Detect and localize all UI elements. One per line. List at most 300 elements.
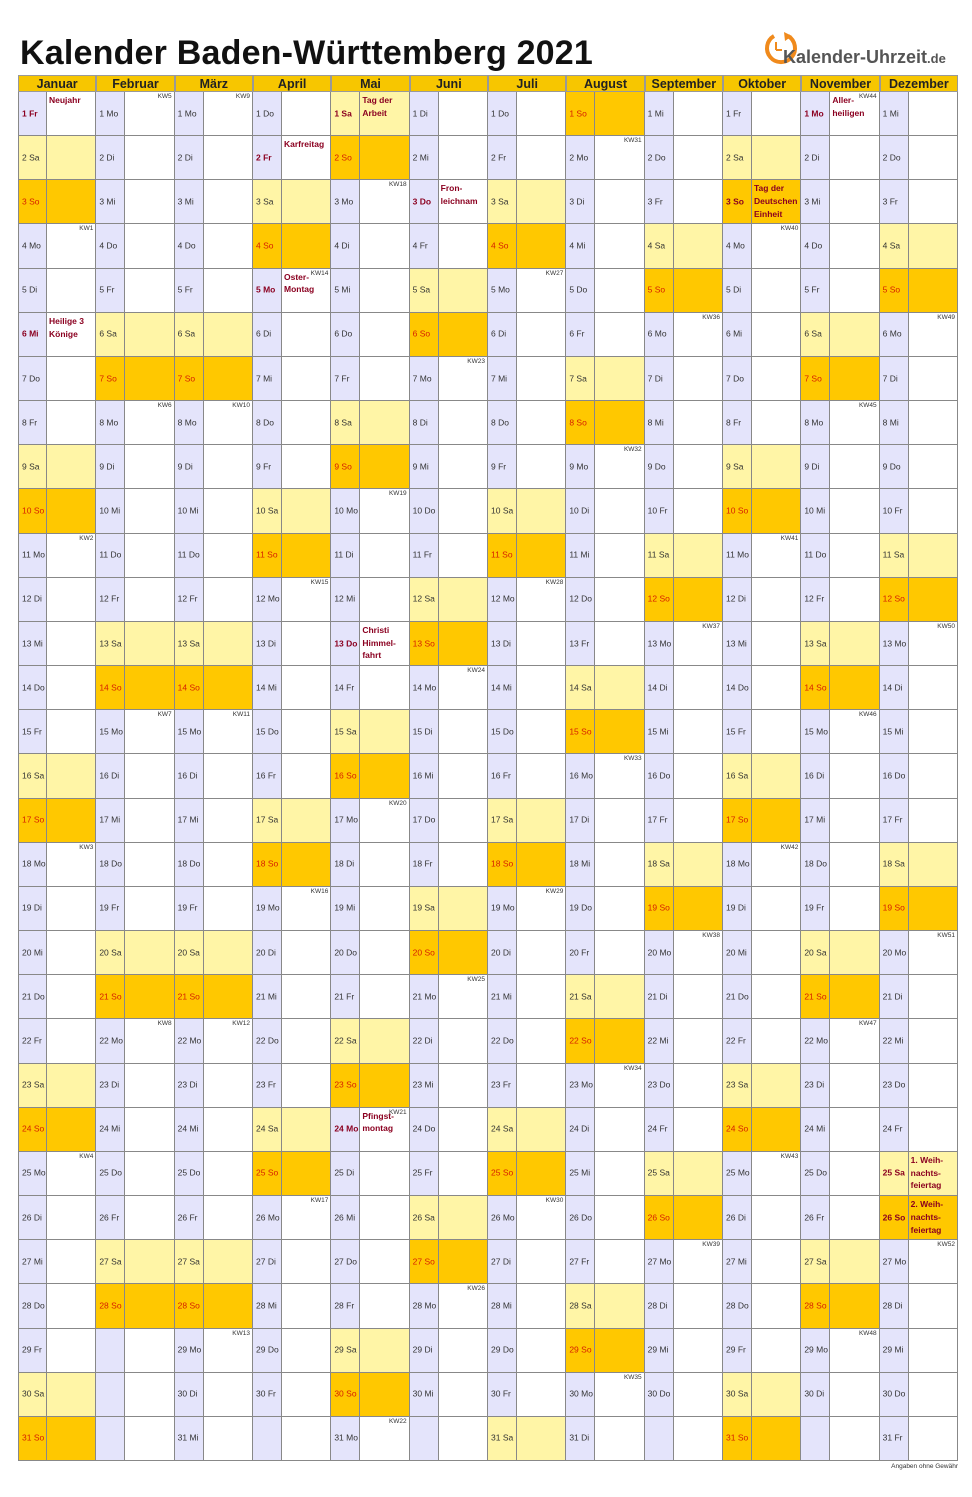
day-cell — [723, 622, 752, 666]
day-cell — [645, 1108, 674, 1152]
week-number: KW38 — [702, 932, 720, 940]
day-note-cell — [47, 401, 96, 445]
day-label: 26 Mo — [256, 1211, 280, 1222]
month-header: Oktober — [723, 75, 801, 92]
day-note-cell — [204, 1373, 253, 1417]
day-note-cell — [282, 754, 331, 798]
day-cell — [723, 1417, 752, 1461]
day-cell — [566, 1417, 595, 1461]
day-note-cell — [595, 401, 644, 445]
day-label: 30 Sa — [726, 1388, 749, 1399]
day-cell — [801, 357, 830, 401]
day-cell — [96, 136, 125, 180]
day-label: 11 Sa — [882, 549, 905, 560]
day-label: 12 So — [647, 593, 670, 604]
day-label: 10 Fr — [647, 505, 668, 516]
day-label: 4 Mo — [726, 240, 745, 251]
day-note-cell — [47, 1284, 96, 1328]
day-cell — [488, 622, 517, 666]
day-cell — [253, 578, 282, 622]
day-label: 16 Sa — [726, 770, 749, 781]
empty-day-cell — [125, 1329, 174, 1373]
day-cell — [331, 843, 360, 887]
day-note-cell — [752, 534, 801, 578]
day-label: 5 Mo — [491, 284, 510, 295]
day-note-cell — [360, 180, 409, 224]
week-number: KW37 — [702, 622, 720, 630]
day-label: 5 Di — [726, 284, 742, 295]
day-label: 23 Do — [647, 1079, 671, 1090]
day-note-cell — [830, 1064, 879, 1108]
day-note-cell — [125, 224, 174, 268]
day-label: 11 Mo — [22, 549, 45, 560]
day-label: 25 Sa — [882, 1167, 905, 1178]
day-label: 23 Mi — [412, 1079, 434, 1090]
day-label: 24 So — [726, 1123, 749, 1134]
day-cell — [723, 710, 752, 754]
week-number: KW33 — [623, 755, 642, 763]
day-note-cell — [909, 622, 958, 666]
day-note-cell — [595, 224, 644, 268]
day-note-cell — [360, 1329, 409, 1373]
day-label: 2 Sa — [22, 152, 40, 163]
day-cell — [253, 401, 282, 445]
day-cell — [801, 136, 830, 180]
day-label: 3 Fr — [647, 196, 663, 207]
empty-day-cell — [439, 1417, 488, 1461]
day-label: 2 Mo — [569, 152, 589, 163]
day-note-cell — [125, 401, 174, 445]
day-label: 7 Di — [882, 372, 898, 383]
day-note-cell — [752, 180, 801, 224]
day-label: 12 Mo — [491, 593, 515, 604]
day-label: 12 Di — [726, 593, 746, 604]
empty-day-cell — [96, 1329, 125, 1373]
day-note-cell — [204, 666, 253, 710]
day-label: 13 Mi — [726, 637, 747, 648]
day-note-cell — [830, 445, 879, 489]
week-number: KW51 — [937, 932, 955, 940]
day-label: 16 Di — [177, 770, 198, 781]
day-label: 12 Mo — [256, 593, 280, 604]
day-cell — [410, 401, 439, 445]
day-cell — [488, 489, 517, 533]
day-cell — [253, 489, 282, 533]
day-cell — [566, 534, 595, 578]
day-note-cell — [674, 136, 723, 180]
day-cell — [723, 357, 752, 401]
day-label: 16 Di — [804, 770, 825, 781]
day-label: 16 Sa — [22, 770, 45, 781]
day-label: 2 Di — [99, 152, 115, 163]
day-cell — [880, 578, 909, 622]
day-label: 30 Di — [177, 1388, 198, 1399]
day-label: 21 Do — [22, 991, 45, 1002]
day-note-cell — [830, 1329, 879, 1373]
day-label: 6 Mi — [22, 328, 39, 339]
day-cell — [18, 887, 47, 931]
day-cell — [18, 534, 47, 578]
day-label: 21 Mi — [491, 991, 512, 1002]
day-label: 18 Do — [177, 858, 201, 869]
day-cell — [331, 666, 360, 710]
day-cell — [410, 1108, 439, 1152]
day-label: 18 Mo — [22, 858, 46, 869]
day-cell — [645, 1329, 674, 1373]
day-label: 22 Fr — [726, 1035, 746, 1046]
day-label: 6 So — [412, 328, 431, 339]
day-label: 25 Sa — [647, 1167, 670, 1178]
day-cell — [488, 799, 517, 843]
day-note-cell — [595, 975, 644, 1019]
day-cell — [331, 1064, 360, 1108]
day-label: 16 Di — [99, 770, 120, 781]
day-label: 11 Do — [804, 549, 827, 560]
day-label: 25 Mo — [22, 1167, 46, 1178]
day-cell — [566, 1152, 595, 1196]
day-cell — [410, 1196, 439, 1240]
day-label: 4 Fr — [412, 240, 428, 251]
day-note-cell — [47, 534, 96, 578]
day-cell — [253, 1019, 282, 1063]
day-label: 19 Di — [22, 902, 42, 913]
day-cell — [175, 666, 204, 710]
day-cell — [175, 754, 204, 798]
day-note-cell — [830, 1284, 879, 1328]
day-note-cell — [517, 180, 566, 224]
day-note-cell — [360, 357, 409, 401]
day-cell — [801, 534, 830, 578]
day-label: 27 Mo — [647, 1256, 672, 1267]
day-note-cell — [674, 401, 723, 445]
week-number: KW49 — [937, 313, 955, 321]
day-label: 21 Do — [726, 991, 749, 1002]
day-cell — [488, 1417, 517, 1461]
day-label: 2 Do — [647, 152, 666, 163]
day-note-cell — [595, 357, 644, 401]
day-label: 13 Do — [334, 637, 358, 648]
day-label: 19 Do — [569, 902, 593, 913]
day-note-cell — [282, 534, 331, 578]
day-note-cell — [517, 975, 566, 1019]
day-cell — [880, 534, 909, 578]
day-cell — [723, 666, 752, 710]
day-note-cell — [674, 578, 723, 622]
week-number: KW52 — [937, 1241, 955, 1249]
day-note-cell — [674, 666, 723, 710]
day-note-cell — [752, 799, 801, 843]
week-number: KW29 — [545, 887, 564, 895]
day-label: 17 Fr — [882, 814, 903, 825]
day-cell — [410, 489, 439, 533]
day-cell — [96, 1240, 125, 1284]
day-note-cell — [674, 1329, 723, 1373]
day-label: 12 So — [882, 593, 905, 604]
day-cell — [96, 92, 125, 136]
day-label: 5 Sa — [412, 284, 431, 295]
day-note-cell — [360, 269, 409, 313]
day-note-cell — [909, 887, 958, 931]
day-label: 14 Di — [882, 682, 903, 692]
day-note-cell — [439, 799, 488, 843]
day-cell — [488, 136, 517, 180]
week-number: KW35 — [623, 1373, 642, 1381]
day-note-cell — [439, 313, 488, 357]
day-note-cell — [752, 313, 801, 357]
day-note-cell — [282, 1019, 331, 1063]
day-cell — [566, 180, 595, 224]
month-header: Februar — [96, 75, 174, 92]
day-cell — [410, 710, 439, 754]
day-note-cell — [125, 710, 174, 754]
day-note-cell — [47, 1019, 96, 1063]
day-note-cell — [439, 622, 488, 666]
day-note-cell — [909, 313, 958, 357]
day-cell — [18, 1196, 47, 1240]
day-note-cell — [204, 1152, 253, 1196]
day-cell — [488, 975, 517, 1019]
day-cell — [645, 401, 674, 445]
day-label: 30 Di — [804, 1388, 825, 1399]
day-note-cell — [595, 1108, 644, 1152]
day-cell — [410, 1152, 439, 1196]
day-note-cell — [360, 843, 409, 887]
day-cell — [253, 843, 282, 887]
day-label: 21 Di — [647, 991, 668, 1002]
day-note-cell — [47, 136, 96, 180]
day-cell — [880, 136, 909, 180]
week-number: KW15 — [310, 578, 329, 586]
day-cell — [253, 224, 282, 268]
day-cell — [723, 401, 752, 445]
day-note-cell — [204, 534, 253, 578]
day-cell — [96, 666, 125, 710]
day-note-cell — [204, 975, 253, 1019]
day-note-cell — [752, 1108, 801, 1152]
day-note-cell — [47, 754, 96, 798]
day-cell — [801, 666, 830, 710]
day-label: 1 Mo — [99, 107, 119, 118]
day-note-cell — [674, 313, 723, 357]
day-note-cell — [595, 1417, 644, 1461]
day-note-cell — [125, 887, 174, 931]
day-label: 8 Do — [256, 417, 274, 428]
day-note-cell — [204, 1019, 253, 1063]
day-cell — [96, 180, 125, 224]
week-number: KW47 — [858, 1020, 877, 1028]
day-label: 27 Mi — [22, 1256, 43, 1267]
day-label: 5 Do — [569, 284, 588, 295]
day-cell — [566, 1108, 595, 1152]
day-note-cell — [517, 931, 566, 975]
day-note-cell — [125, 534, 174, 578]
day-note-cell — [439, 1152, 488, 1196]
day-cell — [645, 1152, 674, 1196]
day-cell — [880, 622, 909, 666]
day-note-cell — [282, 1196, 331, 1240]
day-cell — [645, 313, 674, 357]
day-label: 14 Do — [726, 682, 749, 692]
day-cell — [801, 1373, 830, 1417]
day-label: 7 Sa — [569, 372, 587, 383]
day-cell — [96, 1152, 125, 1196]
day-note-cell — [439, 666, 488, 710]
day-note-cell — [360, 578, 409, 622]
day-note-cell — [204, 754, 253, 798]
day-cell — [801, 1329, 830, 1373]
day-label: 8 Mi — [647, 417, 664, 428]
day-note-cell — [517, 357, 566, 401]
day-label: 9 Di — [99, 461, 115, 472]
day-cell — [488, 1240, 517, 1284]
day-label: 15 Mo — [99, 726, 123, 737]
day-cell — [18, 1108, 47, 1152]
day-label: 16 Fr — [256, 770, 276, 781]
day-cell — [723, 224, 752, 268]
day-note-cell — [752, 622, 801, 666]
day-label: 29 Mi — [647, 1344, 669, 1355]
day-label: 21 Fr — [334, 991, 355, 1002]
day-label: 26 Fr — [177, 1211, 198, 1222]
day-note-cell — [204, 1240, 253, 1284]
day-label: 3 Sa — [256, 196, 274, 207]
day-label: 11 Mi — [569, 549, 590, 560]
day-cell — [566, 578, 595, 622]
day-cell — [18, 401, 47, 445]
day-cell — [253, 92, 282, 136]
holiday-name: Aller- heiligen — [832, 95, 865, 118]
day-note-cell — [204, 843, 253, 887]
day-note-cell — [517, 799, 566, 843]
day-cell — [331, 534, 360, 578]
day-cell — [175, 1019, 204, 1063]
day-label: 9 Mi — [412, 461, 429, 472]
empty-day-cell — [674, 1417, 723, 1461]
day-cell — [566, 489, 595, 533]
day-note-cell — [909, 843, 958, 887]
day-note-cell — [204, 799, 253, 843]
day-note-cell — [360, 489, 409, 533]
day-label: 7 Mi — [491, 372, 508, 383]
day-label: 26 Fr — [99, 1211, 120, 1222]
day-cell — [331, 136, 360, 180]
week-number: KW7 — [157, 711, 172, 719]
day-note-cell — [439, 269, 488, 313]
day-label: 8 Di — [412, 417, 428, 428]
day-label: 7 So — [804, 372, 822, 383]
day-cell — [96, 887, 125, 931]
day-label: 11 Fr — [412, 549, 432, 560]
day-cell — [723, 1196, 752, 1240]
day-label: 1 Sa — [334, 107, 352, 118]
day-label: 3 Fr — [882, 196, 898, 207]
day-label: 24 Mi — [804, 1123, 826, 1134]
day-label: 17 Fr — [647, 814, 668, 825]
week-number: KW9 — [235, 93, 250, 100]
day-note-cell — [909, 489, 958, 533]
day-label: 21 So — [99, 991, 122, 1002]
day-cell — [96, 1064, 125, 1108]
day-label: 5 So — [882, 284, 901, 295]
holiday-name: Pfingst- montag — [362, 1110, 394, 1134]
week-number: KW32 — [623, 446, 642, 454]
day-label: 13 Mo — [882, 637, 907, 648]
day-note-cell — [47, 180, 96, 224]
day-label: 24 Fr — [882, 1123, 903, 1134]
day-cell — [175, 224, 204, 268]
day-cell — [18, 1064, 47, 1108]
day-note-cell — [909, 1108, 958, 1152]
day-label: 14 Mi — [491, 682, 512, 692]
day-note-cell — [517, 1019, 566, 1063]
day-label: 9 Sa — [22, 461, 40, 472]
day-note-cell — [47, 622, 96, 666]
day-label: 15 Mo — [804, 726, 828, 737]
holiday-name: 2. Weih- nachts- feiertag — [910, 1199, 944, 1235]
day-note-cell — [47, 1196, 96, 1240]
day-note-cell — [595, 1064, 644, 1108]
day-note-cell — [125, 843, 174, 887]
day-label: 1 Do — [256, 107, 274, 118]
day-note-cell — [830, 534, 879, 578]
month-header: August — [566, 75, 644, 92]
day-note-cell — [674, 975, 723, 1019]
day-label: 28 Mi — [256, 1300, 277, 1311]
day-cell — [645, 1284, 674, 1328]
day-note-cell — [47, 1329, 96, 1373]
day-label: 2 Di — [804, 152, 820, 163]
day-label: 3 Mi — [99, 196, 116, 207]
day-note-cell — [595, 1284, 644, 1328]
day-cell — [331, 578, 360, 622]
day-cell — [880, 1108, 909, 1152]
day-note-cell — [752, 445, 801, 489]
day-note-cell — [830, 224, 879, 268]
day-cell — [880, 1240, 909, 1284]
day-cell — [18, 224, 47, 268]
day-label: 1 Mo — [804, 107, 824, 118]
day-label: 7 Do — [22, 372, 40, 383]
day-label: 9 Fr — [256, 461, 272, 472]
day-cell — [410, 754, 439, 798]
day-note-cell — [830, 843, 879, 887]
week-number: KW3 — [79, 843, 94, 851]
day-label: 3 Mi — [177, 196, 194, 207]
day-cell — [96, 1196, 125, 1240]
day-label: 10 Sa — [256, 505, 279, 516]
day-label: 15 Mi — [882, 726, 904, 737]
day-note-cell — [282, 799, 331, 843]
day-note-cell — [674, 224, 723, 268]
day-note-cell — [517, 622, 566, 666]
day-label: 24 Mi — [99, 1123, 121, 1134]
day-note-cell — [47, 313, 96, 357]
day-label: 28 So — [177, 1300, 200, 1311]
day-note-cell — [439, 1240, 488, 1284]
day-cell — [801, 1196, 830, 1240]
day-note-cell — [595, 1240, 644, 1284]
day-cell — [253, 357, 282, 401]
day-cell — [645, 843, 674, 887]
day-label: 22 Di — [412, 1035, 433, 1046]
day-label: 3 Do — [412, 196, 432, 207]
day-cell — [645, 1373, 674, 1417]
day-cell — [880, 445, 909, 489]
day-cell — [331, 224, 360, 268]
day-label: 17 Di — [569, 814, 590, 825]
day-note-cell — [830, 269, 879, 313]
day-label: 14 Mi — [256, 682, 277, 692]
